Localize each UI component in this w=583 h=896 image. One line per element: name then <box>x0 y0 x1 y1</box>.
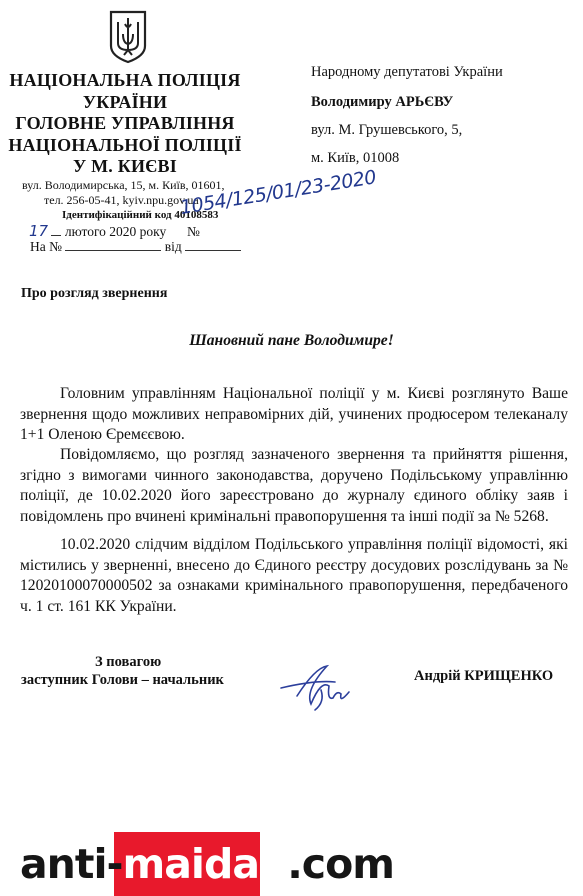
handwritten-signature-icon <box>275 660 365 720</box>
recipient-title: Народному депутатові України <box>311 64 503 80</box>
date-printed: лютого 2020 року <box>64 224 167 239</box>
org-line: У М. КИЄВІ <box>73 156 177 176</box>
org-contacts: тел. 256-05-41, kyiv.npu.gov.ua <box>44 193 199 207</box>
org-id-code: Ідентифікаційний код 40108583 <box>62 209 219 221</box>
body-paragraph: 10.02.2020 слідчим відділом Подільського управління поліції відомості, які містились у зверненні, внесено до Єдиного реєстру досудових розслідувань за № 12020100070000502 за ознаками кримінального правопорушення, передбаченого ч. 1 ст. 161 КК України. <box>20 536 568 615</box>
coat-of-arms-icon <box>109 10 147 64</box>
body-paragraph: Головним управлінням Національної поліції у м. Києві розглянуто Ваше звернення щодо можливих неправомірних дій, учинених продюсером телеканалу 1+1 Оленою Єремєєвою. <box>20 385 568 443</box>
watermark-logo <box>0 832 583 896</box>
org-line: НАЦІОНАЛЬНОЇ ПОЛІЦІЇ <box>8 134 242 155</box>
reference-label: На № <box>30 239 62 254</box>
reference-from-label: від <box>164 239 182 254</box>
watermark-part-com: .com <box>287 840 394 888</box>
org-line: ГОЛОВНЕ УПРАВЛІННЯ <box>15 113 235 133</box>
signatory-name: Андрій КРИЩЕНКО <box>414 668 554 684</box>
number-label: № <box>187 224 200 239</box>
signatory-position: заступник Голови – начальник <box>21 672 224 688</box>
org-line: НАЦІОНАЛЬНА ПОЛІЦІЯ <box>9 70 241 90</box>
registration-number-handwritten: 1054/125/01/23-2020 <box>178 166 378 219</box>
recipient-name: Володимиру АРЬЄВУ <box>311 94 454 110</box>
recipient-street: вул. М. Грушевського, 5, <box>311 122 463 138</box>
salutation: Шановний пане Володимире! <box>189 332 394 349</box>
date-day-handwritten: 17 <box>29 222 49 240</box>
watermark-text <box>20 840 394 888</box>
document-date-line <box>29 222 200 240</box>
organization-name <box>0 70 250 178</box>
closing-phrase: З повагою <box>95 654 162 670</box>
reference-line <box>30 239 241 255</box>
org-line: УКРАЇНИ <box>82 91 168 112</box>
recipient-city: м. Київ, 01008 <box>311 150 400 166</box>
watermark-part-maidan: maidan <box>122 840 288 888</box>
watermark-part-anti: anti- <box>20 840 123 888</box>
letter-subject: Про розгляд звернення <box>21 286 168 301</box>
body-paragraph: Повідомляємо, що розгляд зазначеного звернення та прийняття рішення, згідно з вимогами чинного законодавства, доручено Подільському управлінню поліції, де 10.02.2020 його зареєстровано до журналу єдиного обліку заяв і повідомлень про вчинені кримінальні правопорушення та інші події за № 5268. <box>20 446 568 525</box>
org-address: вул. Володимирська, 15, м. Київ, 01601, <box>22 178 225 192</box>
